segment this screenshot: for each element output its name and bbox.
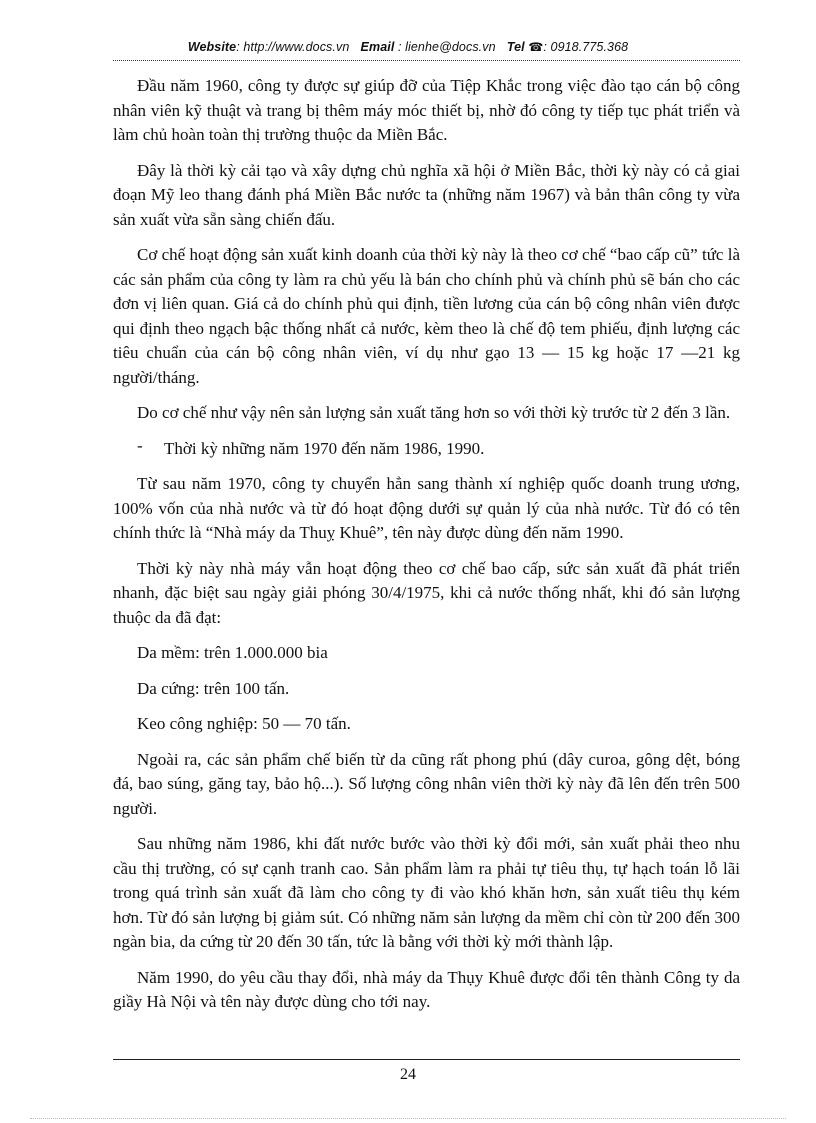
paragraph: Ngoài ra, các sản phẩm chế biến từ da cũng rất phong phú (dây curoa, gông dệt, bóng đá, bao súng, găng tay, bảo hộ...). Số lượng công nhân viên thời kỳ này đã lên đến trên 500 người. xyxy=(113,749,740,818)
header-divider xyxy=(113,60,740,61)
bullet-item xyxy=(113,437,740,462)
website-value[interactable]: : http://www.docs.vn xyxy=(236,40,350,54)
document-body xyxy=(113,74,740,1026)
phone-icon: ☎ xyxy=(528,40,544,54)
page-bottom-border xyxy=(30,1118,786,1119)
bullet-mark: - xyxy=(137,435,143,455)
footer-divider xyxy=(113,1059,740,1060)
page-number: 24 xyxy=(400,1066,416,1083)
bullet-text: Thời kỳ những năm 1970 đến năm 1986, 1990. xyxy=(164,438,485,458)
paragraph: Năm 1990, do yêu cầu thay đổi, nhà máy da Thụy Khuê được đổi tên thành Công ty da giầy Hà Nội và tên này được dùng cho tới nay. xyxy=(113,967,740,1011)
paragraph: Sau những năm 1986, khi đất nước bước vào thời kỳ đổi mới, sản xuất phải theo nhu cầu thị trường, có sự cạnh tranh cao. Sản phẩm làm ra phải tự tiêu thụ, tự hạch toán lỗ lãi trong quá trình sản xuất đã làm cho công ty đi vào khó khăn hơn, sản xuất tiêu thụ kém hơn. Từ đó sản lượng bị giảm sút. Có những năm sản lượng da mềm chỉ còn từ 200 đến 300 ngàn bia, da cứng từ 20 đến 30 tấn, tức là bằng với thời kỳ mới thành lập. xyxy=(113,834,740,951)
email-label: Email xyxy=(360,40,395,54)
page-header xyxy=(0,40,816,54)
website-label: Website xyxy=(187,40,237,54)
tel-label: Tel xyxy=(506,40,525,54)
paragraph: Thời kỳ này nhà máy vẫn hoạt động theo cơ chế bao cấp, sức sản xuất đã phát triển nhanh, đặc biệt sau ngày giải phóng 30/4/1975, khi cả nước thống nhất, khi đó sản lượng thuộc da đã đạt: xyxy=(113,558,740,627)
paragraph: Do cơ chế như vậy nên sản lượng sản xuất tăng hơn so với thời kỳ trước từ 2 đến 3 lần. xyxy=(137,403,731,422)
paragraph: Từ sau năm 1970, công ty chuyển hẳn sang thành xí nghiệp quốc doanh trung ương, 100% vốn của nhà nước và từ đó hoạt động dưới sự quản lý của nhà nước. Từ đó có tên chính thức là “Nhà máy da Thuỵ Khuê”, tên này được dùng đến năm 1990. xyxy=(113,474,740,542)
production-item: Da cứng: trên 100 tấn. xyxy=(137,678,290,698)
paragraph: Đầu năm 1960, công ty được sự giúp đỡ của Tiệp Khắc trong việc đào tạo cán bộ công nhân viên kỹ thuật và trang bị thêm máy móc thiết bị, nhờ đó công ty tiếp tục phát triển và làm chủ hoàn toàn thị trường thuộc da Miền Bắc. xyxy=(113,76,740,144)
email-value[interactable]: : lienhe@docs.vn xyxy=(397,40,496,54)
tel-value: : 0918.775.368 xyxy=(543,40,629,54)
paragraph: Đây là thời kỳ cải tạo và xây dựng chủ nghĩa xã hội ở Miền Bắc, thời kỳ này có cả giai đoạn Mỹ leo thang đánh phá Miền Bắc nước ta (những năm 1967) và bản thân công ty vừa sản xuất vừa sẵn sàng chiến đấu. xyxy=(113,160,740,229)
production-item: Da mềm: trên 1.000.000 bia xyxy=(137,643,328,662)
paragraph: Cơ chế hoạt động sản xuất kinh doanh của thời kỳ này là theo cơ chế “bao cấp cũ” tức là các sản phẩm của công ty làm ra chủ yếu là bán cho chính phủ và chính phủ sẽ bán cho các đơn vị liên quan. Giá cả do chính phủ qui định, tiền lương của cán bộ công nhân viên được qui định theo ngạch bậc thống nhất cả nước, kèm theo là chế độ tem phiếu, định lượng các tiêu chuẩn của cán bộ công nhân viên, ví dụ như gạo 13 — 15 kg hoặc 17 —21 kg người/tháng. xyxy=(113,245,740,387)
production-item: Keo công nghiệp: 50 — 70 tấn. xyxy=(137,714,351,733)
